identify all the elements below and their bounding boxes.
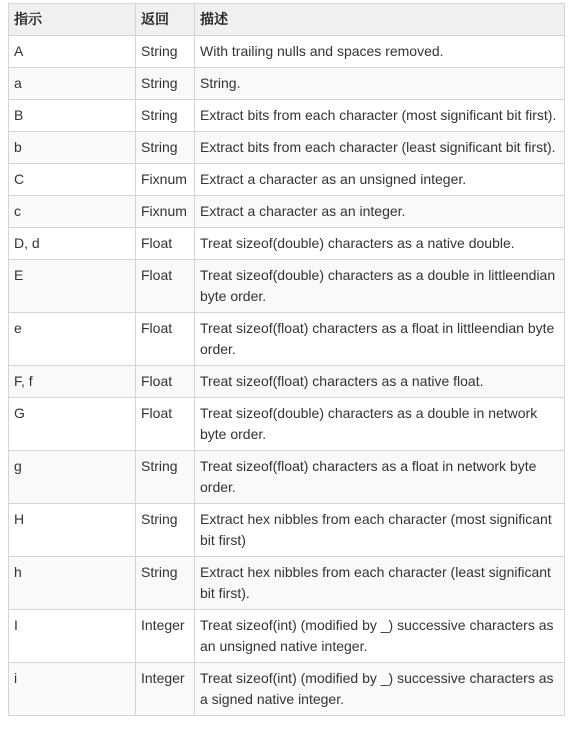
cell-description: Treat sizeof(double) characters as a double in littleendian byte order. bbox=[195, 260, 565, 313]
table-row bbox=[9, 557, 565, 610]
cell-description: Extract a character as an integer. bbox=[195, 196, 565, 228]
cell-directive: b bbox=[9, 132, 136, 164]
header-description: 描述 bbox=[195, 4, 565, 36]
table-row bbox=[9, 663, 565, 716]
header-returns: 返回 bbox=[136, 4, 195, 36]
cell-description: Extract bits from each character (most significant bit first). bbox=[195, 100, 565, 132]
table-row bbox=[9, 260, 565, 313]
cell-returns: String bbox=[136, 100, 195, 132]
cell-directive: E bbox=[9, 260, 136, 313]
cell-description: Extract bits from each character (least significant bit first). bbox=[195, 132, 565, 164]
directive-table-container bbox=[8, 3, 564, 716]
cell-directive: i bbox=[9, 663, 136, 716]
cell-directive: a bbox=[9, 68, 136, 100]
table-row bbox=[9, 398, 565, 451]
table-header-row bbox=[9, 4, 565, 36]
table-row bbox=[9, 36, 565, 68]
cell-directive: B bbox=[9, 100, 136, 132]
cell-directive: A bbox=[9, 36, 136, 68]
cell-returns: Float bbox=[136, 398, 195, 451]
cell-description: Treat sizeof(float) characters as a float in littleendian byte order. bbox=[195, 313, 565, 366]
table-row bbox=[9, 366, 565, 398]
table-row bbox=[9, 313, 565, 366]
cell-description: Treat sizeof(int) (modified by _) successive characters as a signed native integer. bbox=[195, 663, 565, 716]
cell-returns: Float bbox=[136, 366, 195, 398]
cell-description: String. bbox=[195, 68, 565, 100]
cell-directive: D, d bbox=[9, 228, 136, 260]
cell-directive: H bbox=[9, 504, 136, 557]
cell-directive: F, f bbox=[9, 366, 136, 398]
cell-returns: String bbox=[136, 557, 195, 610]
cell-description: Treat sizeof(float) characters as a float in network byte order. bbox=[195, 451, 565, 504]
table-row bbox=[9, 100, 565, 132]
cell-description: Extract hex nibbles from each character (most significant bit first) bbox=[195, 504, 565, 557]
cell-directive: e bbox=[9, 313, 136, 366]
cell-description: Treat sizeof(double) characters as a native double. bbox=[195, 228, 565, 260]
cell-directive: g bbox=[9, 451, 136, 504]
cell-directive: h bbox=[9, 557, 136, 610]
cell-description: Extract a character as an unsigned integer. bbox=[195, 164, 565, 196]
table-row bbox=[9, 196, 565, 228]
cell-directive: I bbox=[9, 610, 136, 663]
cell-description: Extract hex nibbles from each character (least significant bit first). bbox=[195, 557, 565, 610]
cell-returns: Fixnum bbox=[136, 196, 195, 228]
cell-returns: Integer bbox=[136, 663, 195, 716]
table-row bbox=[9, 164, 565, 196]
cell-returns: String bbox=[136, 68, 195, 100]
cell-returns: Float bbox=[136, 313, 195, 366]
cell-description: Treat sizeof(double) characters as a double in network byte order. bbox=[195, 398, 565, 451]
table-row bbox=[9, 610, 565, 663]
table-row bbox=[9, 451, 565, 504]
cell-directive: c bbox=[9, 196, 136, 228]
cell-returns: Float bbox=[136, 260, 195, 313]
cell-returns: Integer bbox=[136, 610, 195, 663]
table-row bbox=[9, 68, 565, 100]
cell-description: Treat sizeof(int) (modified by _) successive characters as an unsigned native integer. bbox=[195, 610, 565, 663]
directive-table bbox=[8, 3, 565, 716]
cell-returns: String bbox=[136, 451, 195, 504]
cell-directive: G bbox=[9, 398, 136, 451]
cell-returns: String bbox=[136, 504, 195, 557]
cell-returns: String bbox=[136, 36, 195, 68]
cell-returns: String bbox=[136, 132, 195, 164]
header-directive: 指示 bbox=[9, 4, 136, 36]
cell-description: Treat sizeof(float) characters as a native float. bbox=[195, 366, 565, 398]
cell-directive: C bbox=[9, 164, 136, 196]
cell-returns: Fixnum bbox=[136, 164, 195, 196]
table-row bbox=[9, 132, 565, 164]
table-row bbox=[9, 504, 565, 557]
table-row bbox=[9, 228, 565, 260]
cell-returns: Float bbox=[136, 228, 195, 260]
cell-description: With trailing nulls and spaces removed. bbox=[195, 36, 565, 68]
